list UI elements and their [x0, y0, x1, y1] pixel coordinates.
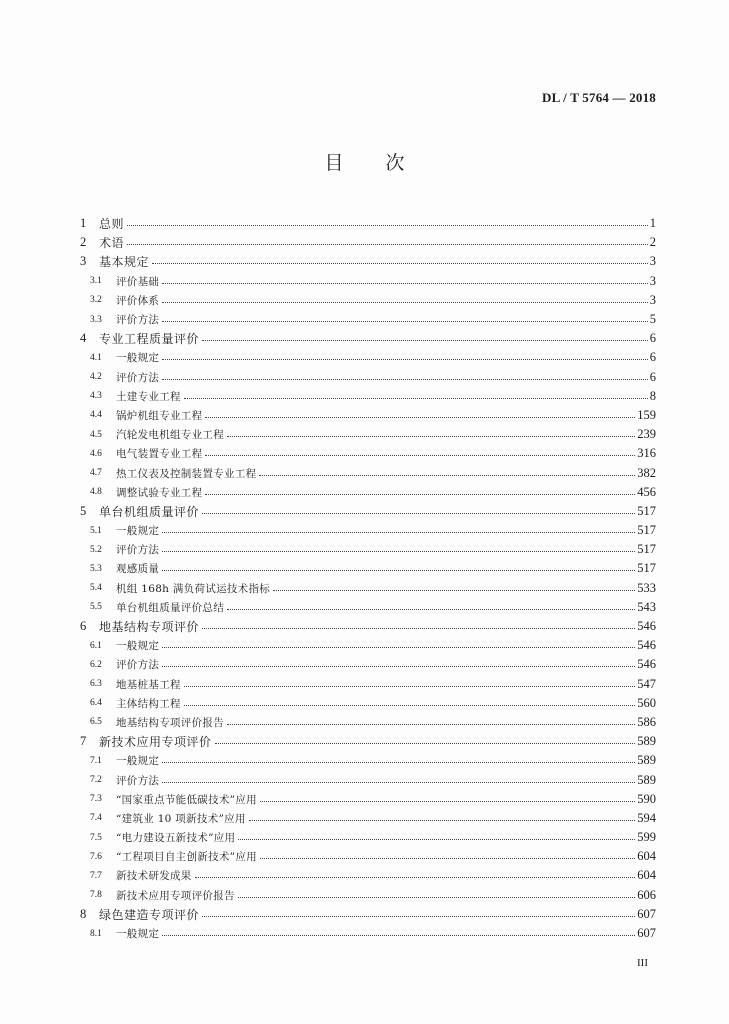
- toc-entry-number: 6.2: [90, 659, 102, 670]
- toc-entry-number: 5.5: [90, 602, 102, 613]
- toc-chapter-entry: [80, 502, 656, 521]
- toc-entry-number: 4.4: [90, 410, 102, 421]
- toc-dot-leader: [215, 743, 636, 744]
- toc-entry-title: 评价方法: [116, 314, 160, 327]
- toc-section-entry: [80, 675, 656, 694]
- toc-chapter-entry: [80, 252, 656, 271]
- toc-dot-leader: [202, 628, 635, 629]
- toc-entry-number: 6.3: [90, 679, 102, 690]
- toc-dot-leader: [184, 398, 648, 399]
- toc-entry-number: 4.3: [90, 391, 102, 402]
- toc-dot-leader: [202, 916, 635, 917]
- toc-chapter-entry: [80, 617, 656, 636]
- toc-section-entry: [80, 272, 656, 291]
- toc-chapter-entry: [80, 732, 656, 751]
- toc-section-entry: [80, 636, 656, 655]
- toc-section-entry: [80, 368, 656, 387]
- toc-section-entry: [80, 694, 656, 713]
- toc-section-entry: [80, 866, 656, 885]
- toc-entry-title: “建筑业 10 项新技术”应用: [116, 812, 246, 825]
- toc-entry-number: 6.5: [90, 717, 102, 728]
- toc-entry-page: 547: [637, 676, 656, 691]
- toc-section-entry: [80, 425, 656, 444]
- toc-section-entry: [80, 579, 656, 598]
- toc-dot-leader: [238, 839, 635, 840]
- toc-entry-number: 7.7: [90, 870, 102, 881]
- toc-entry-title: 地基桩基工程: [116, 678, 181, 691]
- toc-entry-number: 7: [80, 734, 87, 749]
- toc-entry-title: 土建专业工程: [116, 390, 181, 403]
- toc-section-entry: [80, 406, 656, 425]
- toc-entry-page: 589: [637, 753, 656, 768]
- toc-dot-leader: [195, 877, 636, 878]
- toc-entry-title: 热工仪表及控制装置专业工程: [116, 467, 257, 480]
- toc-entry-page: 239: [637, 427, 656, 442]
- toc-section-entry: [80, 847, 656, 866]
- toc-dot-leader: [162, 666, 635, 667]
- toc-section-entry: [80, 924, 656, 943]
- toc-entry-title: 新技术应用专项评价: [99, 735, 212, 750]
- toc-entry-page: 604: [637, 868, 656, 883]
- toc-entry-title: 评价基础: [116, 275, 160, 288]
- toc-entry-page: 599: [637, 830, 656, 845]
- toc-entry-page: 594: [637, 810, 656, 825]
- toc-dot-leader: [127, 225, 648, 226]
- toc-dot-leader: [202, 513, 635, 514]
- toc-entry-title: 机组 168h 满负荷试运技术指标: [116, 582, 271, 595]
- toc-dot-leader: [162, 762, 635, 763]
- toc-chapter-entry: [80, 214, 656, 233]
- toc-entry-title: 一般规定: [116, 352, 160, 365]
- toc-entry-page: 8: [649, 388, 656, 403]
- toc-section-entry: [80, 559, 656, 578]
- toc-entry-number: 7.6: [90, 851, 102, 862]
- toc-section-entry: [80, 521, 656, 540]
- toc-dot-leader: [202, 340, 648, 341]
- toc-entry-title: 地基结构专项评价: [99, 620, 200, 635]
- toc-entry-number: 4: [80, 331, 87, 346]
- toc-entry-page: 3: [649, 273, 656, 288]
- toc-dot-leader: [162, 551, 635, 552]
- toc-entry-number: 7.4: [90, 813, 102, 824]
- toc-entry-number: 6.1: [90, 640, 102, 651]
- toc-entry-page: 517: [637, 542, 656, 557]
- toc-entry-number: 4.6: [90, 448, 102, 459]
- toc-dot-leader: [205, 417, 635, 418]
- toc-section-entry: [80, 310, 656, 329]
- toc-section-entry: [80, 598, 656, 617]
- toc-section-entry: [80, 751, 656, 770]
- toc-entry-number: 6.4: [90, 698, 102, 709]
- toc-entry-title: 汽轮发电机组专业工程: [116, 429, 224, 442]
- toc-entry-page: 517: [637, 523, 656, 538]
- toc-entry-title: 评价方法: [116, 544, 160, 557]
- toc-entry-page: 590: [637, 791, 656, 806]
- toc-entry-title: 单台机组质量评价总结: [116, 601, 224, 614]
- toc-entry-number: 7.1: [90, 755, 102, 766]
- toc-entry-page: 6: [649, 331, 656, 346]
- toc-dot-leader: [260, 858, 635, 859]
- toc-section-entry: [80, 463, 656, 482]
- toc-entry-title: 锅炉机组专业工程: [116, 409, 203, 422]
- toc-entry-number: 4.2: [90, 372, 102, 383]
- toc-entry-page: 606: [637, 887, 656, 902]
- toc-entry-title: 绿色建造专项评价: [99, 907, 200, 922]
- toc-dot-leader: [162, 302, 648, 303]
- toc-entry-page: 3: [649, 292, 656, 307]
- toc-heading: [0, 151, 729, 175]
- toc-dot-leader: [162, 935, 635, 936]
- toc-entry-title: 评价体系: [116, 294, 160, 307]
- toc-section-entry: [80, 483, 656, 502]
- toc-section-entry: [80, 886, 656, 905]
- toc-entry-page: 560: [637, 695, 656, 710]
- toc-entry-title: 专业工程质量评价: [99, 332, 200, 347]
- toc-section-entry: [80, 387, 656, 406]
- toc-entry-page: 2: [649, 235, 656, 250]
- toc-entry-number: 1: [80, 216, 87, 231]
- toc-entry-title: “电力建设五新技术”应用: [116, 832, 236, 845]
- toc-entry-number: 5.2: [90, 544, 102, 555]
- toc-entry-title: 单台机组质量评价: [99, 504, 200, 519]
- toc-entry-number: 3.2: [90, 295, 102, 306]
- toc-entry-title: 评价方法: [116, 659, 160, 672]
- toc-entry-page: 546: [637, 638, 656, 653]
- toc-entry-page: 382: [637, 465, 656, 480]
- toc-entry-title: 术语: [99, 236, 125, 251]
- toc-dot-leader: [162, 647, 635, 648]
- toc-entry-title: 观感质量: [116, 563, 160, 576]
- toc-section-entry: [80, 828, 656, 847]
- toc-dot-leader: [184, 686, 635, 687]
- toc-entry-page: 543: [637, 599, 656, 614]
- toc-heading-char: 次: [385, 152, 405, 174]
- toc-entry-page: 517: [637, 561, 656, 576]
- toc-section-entry: [80, 790, 656, 809]
- toc-entry-number: 7.8: [90, 890, 102, 901]
- toc-dot-leader: [162, 782, 635, 783]
- toc-entry-number: 7.2: [90, 775, 102, 786]
- toc-entry-number: 4.1: [90, 352, 102, 363]
- toc-entry-number: 3.1: [90, 276, 102, 287]
- toc-dot-leader: [162, 570, 635, 571]
- toc-section-entry: [80, 348, 656, 367]
- toc-entry-page: 5: [649, 312, 656, 327]
- toc-entry-title: 地基结构专项评价报告: [116, 716, 224, 729]
- toc-entry-page: 604: [637, 849, 656, 864]
- toc-chapter-entry: [80, 905, 656, 924]
- toc-entry-title: 一般规定: [116, 640, 160, 653]
- toc-entry-page: 607: [637, 926, 656, 941]
- toc-section-entry: [80, 713, 656, 732]
- toc-dot-leader: [162, 321, 648, 322]
- toc-section-entry: [80, 540, 656, 559]
- toc-entry-title: 电气装置专业工程: [116, 448, 203, 461]
- toc-entry-title: 主体结构工程: [116, 697, 181, 710]
- toc-entry-title: “国家重点节能低碳技术”应用: [116, 793, 257, 806]
- toc-entry-number: 8: [80, 906, 87, 921]
- toc-entry-page: 546: [637, 657, 656, 672]
- toc-dot-leader: [227, 609, 635, 610]
- toc-entry-number: 2: [80, 235, 87, 250]
- toc-entry-title: 基本规定: [99, 255, 150, 270]
- toc-entry-number: 4.5: [90, 429, 102, 440]
- toc-dot-leader: [227, 724, 635, 725]
- toc-entry-number: 5: [80, 503, 87, 518]
- toc-section-entry: [80, 770, 656, 789]
- toc-dot-leader: [238, 897, 635, 898]
- toc-entry-page: 3: [649, 254, 656, 269]
- toc-entry-page: 607: [637, 906, 656, 921]
- toc-entry-title: 新技术研发成果: [116, 870, 192, 883]
- toc-dot-leader: [273, 590, 635, 591]
- toc-section-entry: [80, 655, 656, 674]
- toc-dot-leader: [152, 263, 648, 264]
- toc-dot-leader: [162, 532, 635, 533]
- toc-entry-title: “工程项目自主创新技术”应用: [116, 851, 257, 864]
- standard-code-header: DL / T 5764 — 2018: [541, 90, 656, 105]
- toc-entry-number: 8.1: [90, 928, 102, 939]
- toc-entry-page: 456: [637, 484, 656, 499]
- toc-entry-page: 517: [637, 503, 656, 518]
- toc-dot-leader: [260, 801, 635, 802]
- toc-chapter-entry: [80, 233, 656, 252]
- toc-entry-page: 6: [649, 369, 656, 384]
- toc-dot-leader: [162, 359, 648, 360]
- toc-chapter-entry: [80, 329, 656, 348]
- toc-entry-number: 3.3: [90, 314, 102, 325]
- toc-dot-leader: [249, 820, 635, 821]
- toc-entry-page: 533: [637, 580, 656, 595]
- toc-entry-title: 一般规定: [116, 755, 160, 768]
- toc-entry-page: 159: [637, 407, 656, 422]
- toc-entry-page: 6: [649, 350, 656, 365]
- toc-heading-char: 目: [324, 152, 344, 174]
- toc-entry-number: 7.5: [90, 832, 102, 843]
- toc-entry-page: 546: [637, 619, 656, 634]
- toc-entry-number: 5.4: [90, 583, 102, 594]
- toc-entry-title: 调整试验专业工程: [116, 486, 203, 499]
- toc-dot-leader: [205, 455, 635, 456]
- toc-entry-title: 总则: [99, 217, 125, 232]
- toc-entry-title: 评价方法: [116, 371, 160, 384]
- toc-dot-leader: [259, 475, 635, 476]
- toc-entry-number: 4.7: [90, 468, 102, 479]
- toc-entry-number: 3: [80, 254, 87, 269]
- toc-entry-page: 589: [637, 772, 656, 787]
- toc-entry-title: 一般规定: [116, 928, 160, 941]
- toc-dot-leader: [162, 379, 648, 380]
- toc-entry-number: 5.1: [90, 525, 102, 536]
- toc-dot-leader: [205, 494, 635, 495]
- toc-dot-leader: [184, 705, 635, 706]
- toc-dot-leader: [227, 436, 635, 437]
- toc-section-entry: [80, 809, 656, 828]
- toc-section-entry: [80, 444, 656, 463]
- toc-entry-number: 6: [80, 619, 87, 634]
- toc-dot-leader: [127, 244, 648, 245]
- page-number: III: [637, 957, 648, 969]
- toc-entry-number: 5.3: [90, 563, 102, 574]
- toc-entry-title: 一般规定: [116, 525, 160, 538]
- toc-entry-number: 7.3: [90, 794, 102, 805]
- toc-entry-page: 589: [637, 734, 656, 749]
- toc-entry-title: 评价方法: [116, 774, 160, 787]
- toc-entry-number: 4.8: [90, 487, 102, 498]
- toc-entry-page: 1: [649, 216, 656, 231]
- toc-dot-leader: [162, 283, 648, 284]
- toc-section-entry: [80, 291, 656, 310]
- toc-entry-title: 新技术应用专项评价报告: [116, 889, 235, 902]
- table-of-contents: [80, 214, 656, 943]
- toc-entry-page: 586: [637, 714, 656, 729]
- toc-entry-page: 316: [637, 446, 656, 461]
